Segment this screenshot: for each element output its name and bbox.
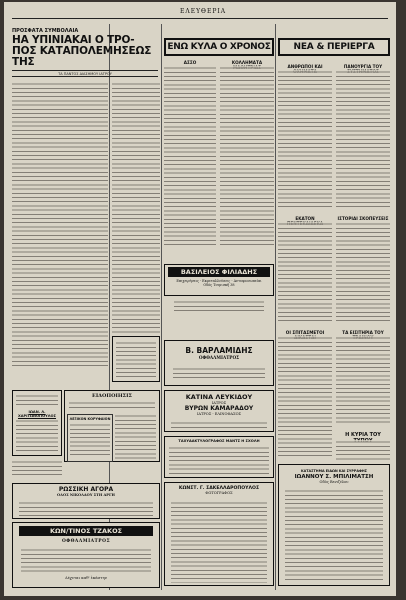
col4-sub3: ΕΚΑΤΟΝ — [295, 216, 315, 221]
ad-sakellaropoulos-role: ΦΩΤΟΓΡΑΦΟΣ — [205, 491, 233, 495]
article-text-block — [278, 222, 332, 322]
ad-kamaradou-name: ΒΥΡΩΝ ΚΑΜΑΡΑΔΟΥ — [184, 405, 254, 412]
article-text-block — [220, 66, 274, 248]
article-text-block — [336, 440, 390, 460]
col4-sub5: ΟΙ ΣΠΙΤΑΣΜΕΤΟΙ — [285, 330, 325, 335]
article-text-block — [336, 70, 390, 208]
ad-varlamidis-role: ΟΦΘΑΛΜΙΑΤΡΟΣ — [198, 355, 240, 360]
ad-tsakos — [12, 522, 160, 588]
article-text-block — [164, 66, 216, 248]
col4-sub6: ΤΑ ΕΙΣΙΤΗΡΙΑ ΤΟΥ — [342, 330, 384, 335]
article-kicker: ΠΡΟΣΦΑΤΑ ΣΥΜΒΟΛΑΙΑ — [12, 28, 79, 34]
col3-sub2: ΚΟΛΛΗΜΑΤΑ — [231, 60, 263, 65]
ad-kamaradou-role: ΙΑΤΡΟΣ - ΕΛΙΝΟΦΑΣΟΣ — [196, 412, 242, 416]
article-headline: ΗΑ ΥΠΙΝΙΑΚΑΙ Ο ΤΡΟ- ΠΟΣ ΚΑΤΑΠΟΛΕΜΗΣΕΩΣ ΤΗΣ — [12, 34, 152, 68]
ad-mpilimatsi-title: ΚΑΤΑΣΤΗΜΑ ΕΙΔΩΝ ΚΑΙ ΣΥΡΡΑΦΗΣ — [300, 469, 368, 473]
section-header-col4 — [278, 38, 390, 56]
ad-filiadis — [164, 264, 274, 296]
ad-tachydaktylografos — [164, 436, 274, 478]
ad-tsakos-role: ΟΦΘΑΛΜΙΑΤΡΟΣ — [61, 539, 111, 544]
col4-sub2: ΠΑΝΟΥΡΓΙΑ ΤΟΥ — [343, 64, 383, 69]
ad-leukidou-name: ΚΑΤΙΝΑ ΛΕΥΚΙΔΟΥ — [185, 393, 253, 401]
ad-text-block — [174, 300, 264, 314]
ad-tsakos-hours: Δέχεται καθ' ἑκάστην — [64, 575, 108, 580]
ad-sakellaropoulos-name: ΚΩΝΣΤ. Γ. ΣΑΚΕΛΛΑΡΟΠΟΥΛΟΣ — [178, 486, 260, 491]
ad-rossiki-title: ΡΩΣΣΙΚΗ ΑΓΟΡΑ — [58, 486, 114, 493]
ad-sakellaropoulos — [164, 482, 274, 586]
article-text-block — [278, 70, 332, 208]
col4-sub1: ΑΝΘΡΩΠΟΙ ΚΑΙ — [287, 64, 323, 69]
col4-headline: ΝΕΑ & ΠΕΡΙΕΡΓΑ — [293, 42, 375, 52]
ad-tach-title: ΤΑΧΥΔΑΚΤΥΛΟΓΡΑΦΟΣ ΜΑΝΤΣ Η ΣΧΟΛΗ — [178, 439, 260, 443]
col3-headline: ΕΝΩ ΚΥΛΑ Ο ΧΡΟΝΟΣ — [167, 42, 271, 52]
ad-mpilimatsi-name: ΙΩΑΝΝΟΥ Σ. ΜΠΙΛΙΜΑΤΣΗ — [294, 474, 374, 480]
ad-filiadis-name: ΒΑΣΙΛΕΙΟΣ ΦΙΛΙΑΔΗΣ — [168, 267, 270, 277]
article-text-block — [336, 222, 390, 322]
col4-sub4: ΙΣΤΟΡΙΑΙ ΣΚΟΠΕΥΣΕΙΣ — [337, 216, 389, 221]
col4-sub7: Η ΚΥΡΙΑ ΤΟΥ — [345, 432, 381, 438]
article-text-block — [12, 82, 108, 367]
newspaper-page — [4, 2, 396, 596]
ad-lexikon-title: ΛΕΞΙΚΟΝ ΚΟΡΥΦΑΙΟΝ — [69, 417, 111, 421]
ad-fragment — [12, 458, 62, 480]
ad-charitonopoulos — [12, 390, 62, 456]
small-ad-box — [112, 336, 160, 382]
ad-leukidou-role: ΙΑΤΡΟΣ — [211, 401, 227, 405]
ad-rossiki-sub: ΟΔΟΣ ΝΙΚΟΛΑΟΥ ΣΤΗ ΑΡΓΗ — [57, 493, 115, 497]
ad-mpilimatsi-addr: Οδὸς Βενιζέλου — [319, 480, 349, 484]
ad-rossiki-agora — [12, 483, 160, 519]
article-text-block — [112, 82, 160, 334]
ad-varlamidis — [164, 340, 274, 386]
ad-lexikon — [67, 414, 113, 462]
ad-filiadis-line: Επιχειρήσεις - Εκμεταλλεύσεις - Αντιπροσωπείαι — [176, 279, 262, 283]
ad-eidopoiisis-title: ΕΙΔΟΠΟΙΗΣΙΣ — [92, 393, 132, 399]
ad-mpilimatsi — [278, 464, 390, 586]
masthead-title: ΕΛΕΥΘΕΡΙΑ — [180, 8, 227, 15]
column-divider — [161, 24, 162, 590]
article-text-block — [336, 336, 390, 426]
column-divider — [275, 24, 276, 590]
ad-varlamidis-name: Β. ΒΑΡΛΑΜΙΔΗΣ — [185, 346, 253, 355]
masthead — [4, 2, 396, 24]
ad-notices — [64, 390, 160, 462]
article-subline: ΤΑ ΠΑΝΤΟΣ ΔΙΑΣΗΜΟΥ ΙΑΤΡΟΥ — [12, 70, 158, 77]
section-header-col3 — [164, 38, 274, 56]
ad-tsakos-name: ΚΩΝ/ΤΙΝΟΣ ΤΖΑΚΟΣ — [19, 526, 153, 536]
col3-sub1: ΑΣΣΟ — [183, 60, 197, 65]
ad-title: ΙΩΑΝ. Λ. ΧΑΡΙΤΩΝΟΠΟΥΛΟΣ — [17, 410, 57, 418]
masthead-rule — [12, 18, 388, 19]
article-text-block — [278, 336, 332, 458]
ad-leukidou — [164, 390, 274, 432]
ad-filiadis-addr: Οδὸς Τσιμισκῆ 38 — [203, 283, 235, 287]
